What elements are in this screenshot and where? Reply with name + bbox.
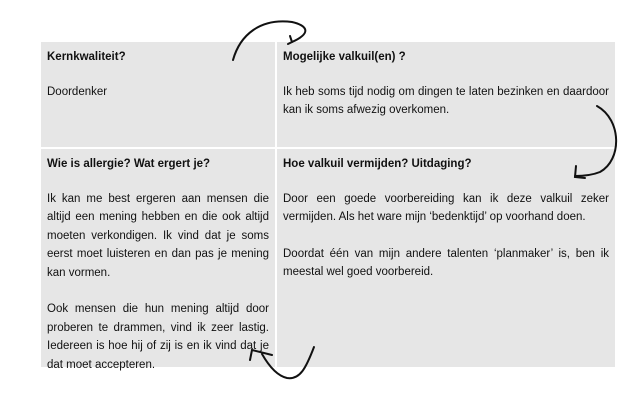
cell-text: Ik kan me best ergeren aan mensen die altijd een mening hebben en die ook altijd moeten verkondigen. Ik vind dat je soms eerst moet luisteren en dan pas je mening kan vormen. bbox=[47, 192, 269, 279]
cell-title: Kernkwaliteit? bbox=[47, 51, 126, 63]
cell-title: Hoe valkuil vermijden? Uitdaging? bbox=[283, 158, 472, 170]
arrow-top-icon bbox=[233, 21, 305, 60]
cell-text: Doordenker bbox=[47, 85, 108, 98]
arrow-bottom-head-icon bbox=[250, 350, 272, 360]
cell-text: Door een goede voorbereiding kan ik deze valkuil zeker vermijden. Als het ware mijn ‘bedenktijd’ op voorhand doen. bbox=[283, 192, 609, 223]
arrow-bottom-icon bbox=[262, 347, 314, 378]
cell-title: Mogelijke valkuil(en) ? bbox=[283, 51, 406, 63]
cell-title: Wie is allergie? Wat ergert je? bbox=[47, 158, 211, 170]
cell-text: Ook mensen die hun mening altijd door proberen te drammen, vind ik zeer lastig. Iedereen is hoe hij of zij is en ik vind dat je dat moet accepteren. bbox=[47, 303, 269, 371]
cell-text: Doordat één van mijn andere talenten ‘planmaker’ is, ben ik meestal wel goed voorbereid. bbox=[283, 247, 609, 278]
arrow-right-icon bbox=[575, 106, 616, 176]
cell-text: Ik heb soms tijd nodig om dingen te laten bezinken en daardoor kan ik soms afwezig overkomen. bbox=[283, 85, 609, 116]
arrow-top-head-icon bbox=[288, 36, 292, 44]
